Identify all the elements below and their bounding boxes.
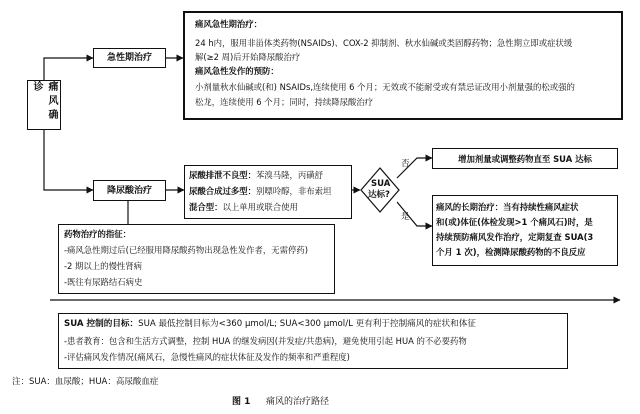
diagnosis-box <box>27 80 61 130</box>
urate-row-3: 混合型：以上单用或联合使用 <box>189 202 298 212</box>
increase-dose-text: 增加剂量或调整药物直至 SUA 达标 <box>458 153 592 164</box>
sua-decision-label-1: SUA <box>371 179 391 189</box>
long-term-line4: 个月 1 次)，检测降尿酸药物的不良反应 <box>436 247 586 257</box>
urate-drug-box <box>184 165 352 219</box>
arrow-to-urate <box>44 130 93 190</box>
long-term-box <box>432 195 618 266</box>
acute-line2: 解(≥2 周)后开始降尿酸治疗 <box>195 52 301 62</box>
indication-item-1: -痛风急性期过后(已经服用降尿酸药物出现急性发作者，无需停药) <box>64 245 309 255</box>
prevention-line1: 小剂量秋水仙碱或(和) NSAIDs,连续使用 6 个月；无效或不能耐受或有禁忌证改用小剂量强的松或强的 <box>195 82 575 92</box>
sua-yes-label: 是 <box>401 212 410 222</box>
urate-lowering-label: 降尿酸治疗 <box>106 185 152 196</box>
urate-lowering-label-box <box>93 180 166 201</box>
increase-dose-box <box>432 148 618 169</box>
sua-goal-box <box>58 313 568 369</box>
goal-item-2: -评估痛风发作情况(痛风石，急慢性痛风的症状体征及发作的频率和严重程度) <box>64 352 350 362</box>
long-term-line3: 持续预防痛风发作治疗，定期复查 SUA(3 <box>436 232 594 242</box>
abbreviation-note: 注：SUA：血尿酸；HUA：高尿酸血症 <box>12 377 159 387</box>
acute-title: 痛风急性期治疗： <box>195 19 262 29</box>
prevention-line2: 松龙，连续使用 6 个月；同时，持续降尿酸治疗 <box>195 97 374 107</box>
acute-line1: 24 h内，服用非甾体类药物(NSAIDs)、COX-2 抑制剂、秋水仙碱或类固醇药物；急性期立即或症状缓 <box>195 38 573 48</box>
figure-caption: 痛风的治疗路径 <box>266 397 330 407</box>
goal-item-1: -患者教育：包含和生活方式调整，控制 HUA 的继发病因(并发症/共患病)，避免使用引起 HUA 的不必要药物 <box>64 336 467 346</box>
urate-row-2: 尿酸合成过多型：别嘌呤醇，非布索坦 <box>189 186 332 196</box>
indication-item-3: -既往有尿路结石病史 <box>64 277 143 287</box>
indication-title: 药物治疗的指征： <box>64 229 131 239</box>
urate-row-1: 尿酸排泄不良型：苯溴马隆，丙磺舒 <box>189 170 323 180</box>
acute-treatment-label: 急性期治疗 <box>106 53 152 63</box>
arrow-to-acute <box>44 58 93 80</box>
goal-line: SUA 控制的目标：SUA 最低控制目标为<360 μmol/L; SUA<300 μmol/L 更有利于控制痛风的症状和体征 <box>64 319 476 329</box>
figure-number: 图 1 <box>232 397 251 407</box>
indication-item-2: -2 期以上的慢性肾病 <box>64 261 143 271</box>
prevention-title: 痛风急性发作的预防： <box>195 66 279 76</box>
long-term-line2: 和(或)体征(体检发现>1 个痛风石)时，是 <box>436 217 593 227</box>
acute-treatment-label-box <box>93 48 166 68</box>
sua-decision-label-2: 达标? <box>368 190 390 200</box>
diagnosis-label: 痛风确诊 <box>31 81 57 123</box>
long-term-line1: 痛风的长期治疗：当有持续性痛风症状 <box>436 202 579 212</box>
sua-no-label: 否 <box>401 159 410 169</box>
indication-box <box>58 224 335 294</box>
acute-detail-box <box>183 11 623 120</box>
